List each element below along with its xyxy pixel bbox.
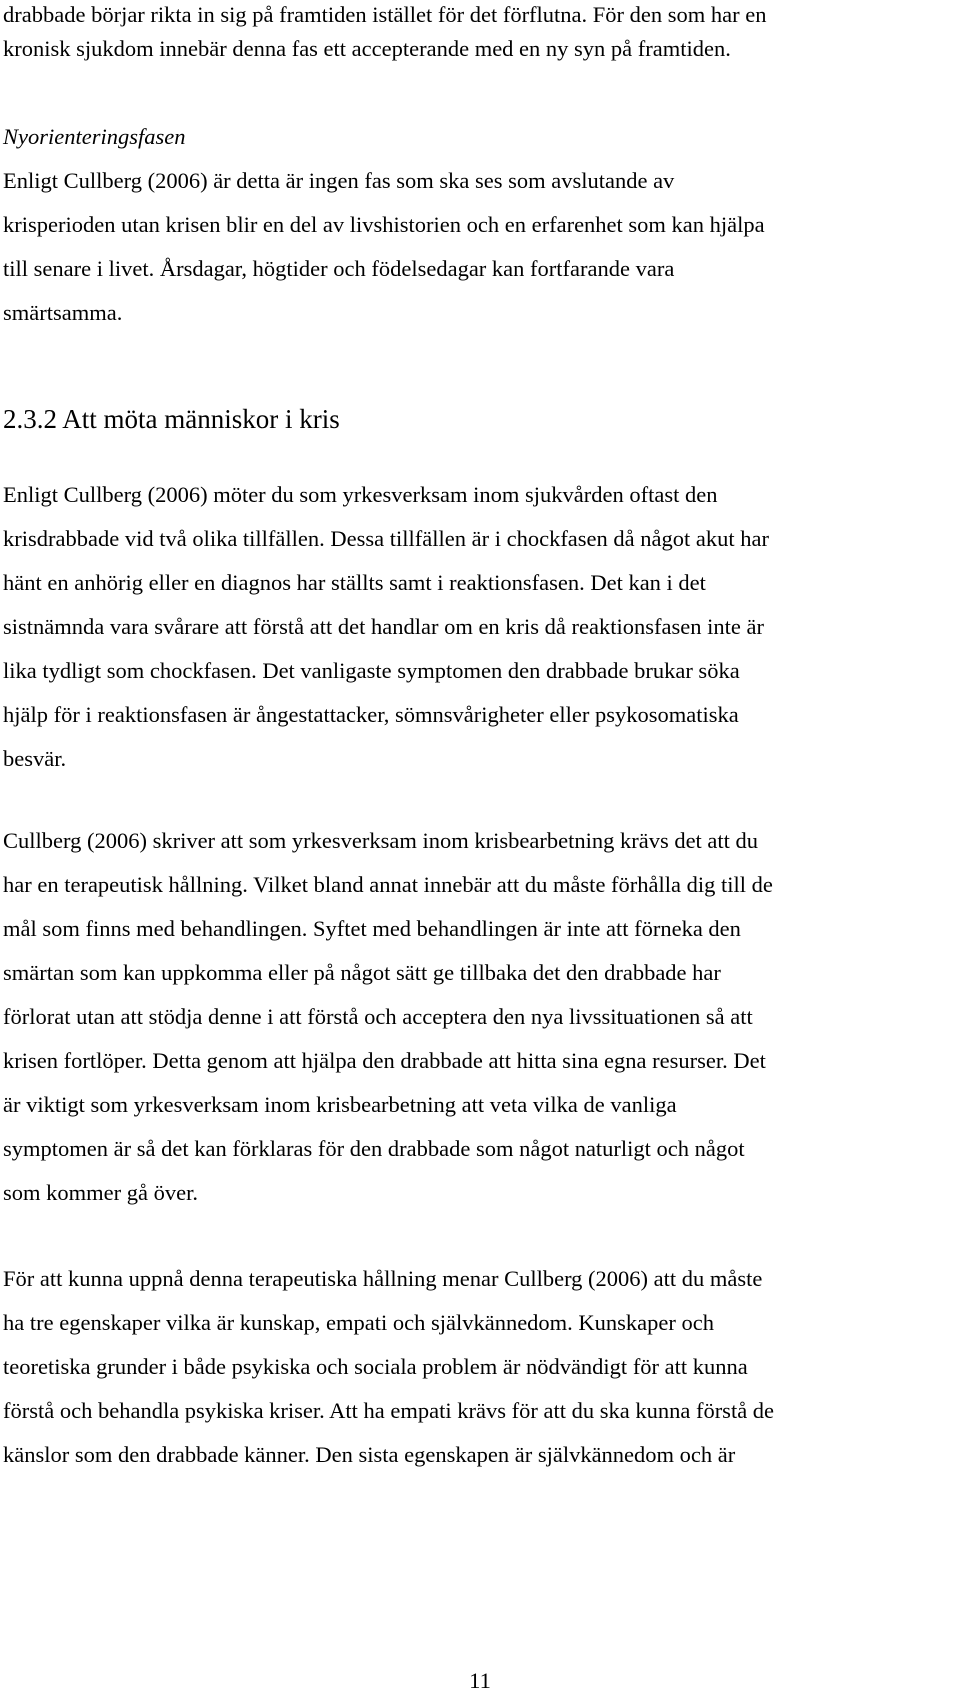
subheading-nyorienteringsfasen: Nyorienteringsfasen (3, 124, 186, 149)
paragraph2-line: har en terapeutisk hållning. Vilket bland annat innebär att du måste förhålla dig till de (3, 872, 773, 897)
paragraph1-line: sistnämnda vara svårare att förstå att det handlar om en kris då reaktionsfasen inte är (3, 614, 764, 639)
paragraph2-line: Cullberg (2006) skriver att som yrkesverksam inom krisbearbetning krävs det att du (3, 828, 759, 853)
paragraph1-line: Enligt Cullberg (2006) möter du som yrkesverksam inom sjukvården oftast den (3, 482, 718, 507)
paragraph2-line: smärtan som kan uppkomma eller på något sätt ge tillbaka det den drabbade har (3, 960, 721, 985)
paragraph2-line: förlorat utan att stödja denne i att förstå och acceptera den nya livssituationen så att (3, 1004, 753, 1029)
paragraph2-line: symptomen är så det kan förklaras för den drabbade som något naturligt och något (3, 1136, 745, 1161)
paragraph1-line: besvär. (3, 746, 67, 771)
paragraph3-line: teoretiska grunder i både psykiska och sociala problem är nödvändigt för att kunna (3, 1354, 748, 1379)
paragraph2-line: som kommer gå över. (3, 1180, 198, 1205)
nyorientering-line: till senare i livet. Årsdagar, högtider och födelsedagar kan fortfarande vara (3, 256, 675, 281)
intro-line: drabbade börjar rikta in sig på framtiden istället för det förflutna. För den som har en (3, 2, 767, 27)
paragraph3-line: förstå och behandla psykiska kriser. Att ha empati krävs för att du ska kunna förstå de (3, 1398, 775, 1423)
nyorientering-line: smärtsamma. (3, 300, 123, 325)
page-number: 11 (469, 1668, 491, 1693)
paragraph3-line: känslor som den drabbade känner. Den sista egenskapen är självkännedom och är (3, 1442, 736, 1467)
paragraph1-line: hänt en anhörig eller en diagnos har ställts samt i reaktionsfasen. Det kan i det (3, 570, 706, 595)
section-heading: 2.3.2 Att möta människor i kris (3, 404, 340, 434)
paragraph1-line: lika tydligt som chockfasen. Det vanligaste symptomen den drabbade brukar söka (3, 658, 740, 683)
paragraph3-line: ha tre egenskaper vilka är kunskap, empati och självkännedom. Kunskaper och (3, 1310, 715, 1335)
paragraph1-line: krisdrabbade vid två olika tillfällen. Dessa tillfällen är i chockfasen då något akut har (3, 526, 769, 551)
nyorientering-line: krisperioden utan krisen blir en del av livshistorien och en erfarenhet som kan hjälpa (3, 212, 765, 237)
paragraph1-line: hjälp för i reaktionsfasen är ångestattacker, sömnsvårigheter eller psykosomatiska (3, 702, 739, 727)
paragraph3-line: För att kunna uppnå denna terapeutiska hållning menar Cullberg (2006) att du måste (3, 1266, 763, 1291)
paragraph2-line: är viktigt som yrkesverksam inom krisbearbetning att veta vilka de vanliga (3, 1092, 677, 1117)
paragraph2-line: mål som finns med behandlingen. Syftet med behandlingen är inte att förneka den (3, 916, 741, 941)
nyorientering-line: Enligt Cullberg (2006) är detta är ingen fas som ska ses som avslutande av (3, 168, 675, 193)
paragraph2-line: krisen fortlöper. Detta genom att hjälpa den drabbade att hitta sina egna resurser. Det (3, 1048, 766, 1073)
intro-line: kronisk sjukdom innebär denna fas ett accepterande med en ny syn på framtiden. (3, 36, 731, 61)
